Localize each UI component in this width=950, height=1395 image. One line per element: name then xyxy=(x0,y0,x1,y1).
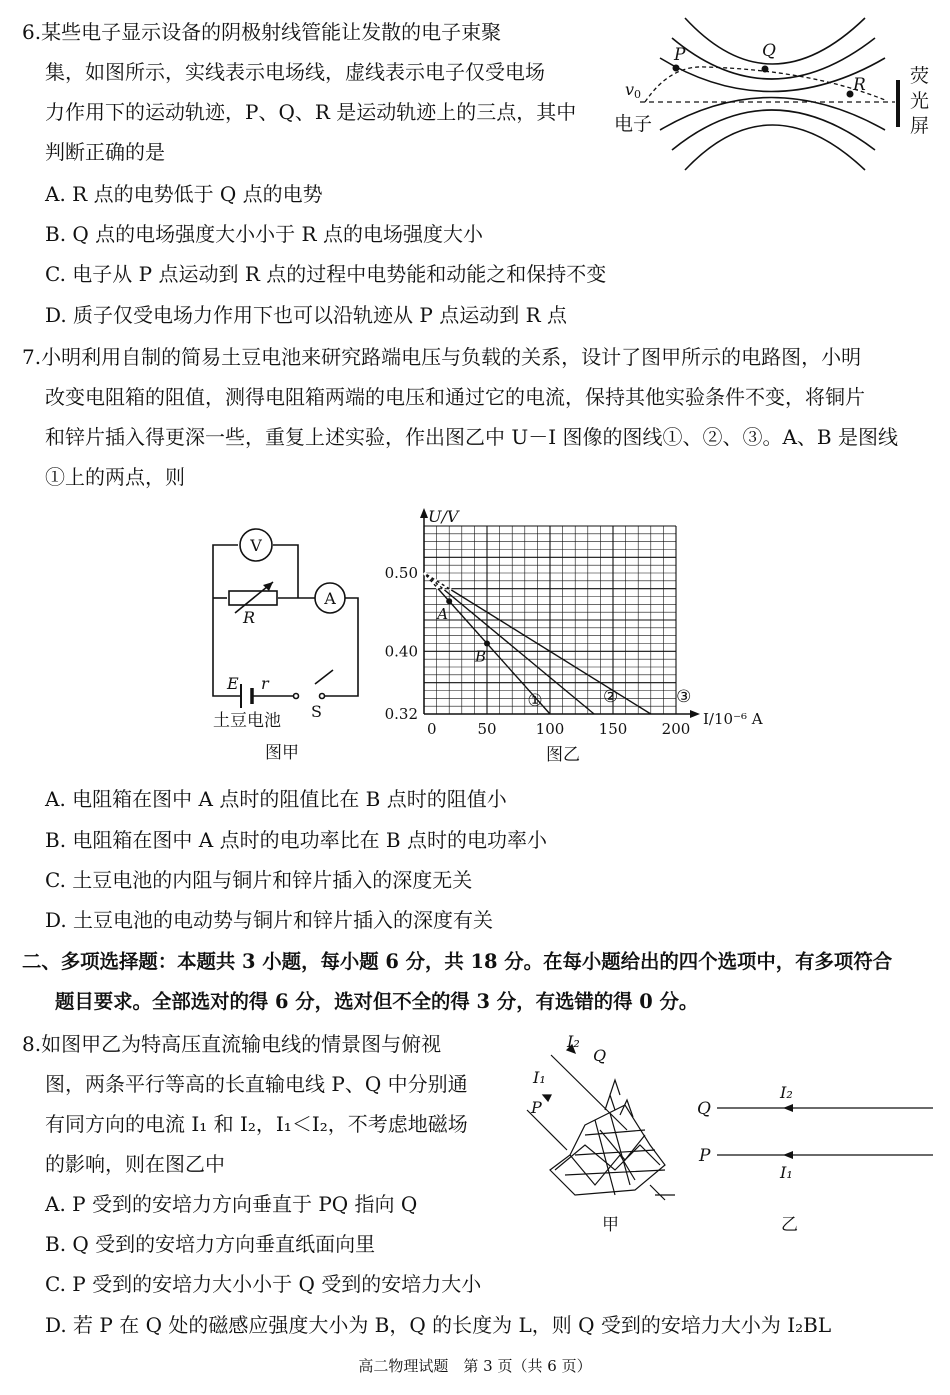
q7-stem-line-1: 7.小明利用自制的简易土豆电池来研究路端电压与负载的关系，设计了图甲所示的电路图，小明 xyxy=(22,345,862,369)
power-line-scene-figure xyxy=(515,1035,690,1235)
q6-stem-line-4: 判断正确的是 xyxy=(45,140,165,164)
x-tick-label: 200 xyxy=(661,720,691,738)
fig-yi-q: Q xyxy=(697,1099,711,1119)
q8-stem-line-1: 8.如图甲乙为特高压直流输电线的情景图与俯视 xyxy=(22,1032,442,1056)
q8-option-d: D. 若 P 在 Q 处的磁感应强度大小为 B，Q 的长度为 L，则 Q 受到的安培力大小为 I₂BL xyxy=(45,1313,832,1337)
label-p: P xyxy=(674,45,686,65)
fig-yi-p: P xyxy=(699,1146,711,1166)
ammeter-label: A xyxy=(324,589,336,608)
circuit-caption: 图甲 xyxy=(265,743,299,763)
emf-label: E xyxy=(227,674,239,693)
x-axis-label: I/10⁻⁶ A xyxy=(703,710,763,728)
fig-jia-p: P xyxy=(531,1098,542,1117)
label-v0: v0 xyxy=(625,80,642,101)
q7-stem-line-2: 改变电阻箱的阻值，测得电阻箱两端的电压和通过它的电流，保持其他实验条件不变，将铜片 xyxy=(45,385,865,409)
q8-stem-line-3: 有同方向的电流 I₁ 和 I₂，I₁＜I₂，不考虑地磁场 xyxy=(45,1112,468,1136)
graph-caption: 图乙 xyxy=(546,745,580,765)
u-i-graph xyxy=(378,506,778,768)
fig-jia-q: Q xyxy=(593,1046,607,1065)
y-tick-label: 0.40 xyxy=(384,642,418,661)
resistor-label: R xyxy=(243,608,256,627)
q7-option-b: B. 电阻箱在图中 A 点时的电功率比在 B 点时的电功率小 xyxy=(45,828,547,852)
point-q xyxy=(762,66,769,73)
label-q: Q xyxy=(762,41,776,61)
x-tick-label: 150 xyxy=(598,720,628,738)
q6-option-b: B. Q 点的电场强度大小小于 R 点的电场强度大小 xyxy=(45,222,483,246)
x-tick-label: 50 xyxy=(477,720,497,738)
voltmeter-label: V xyxy=(250,536,262,555)
fig-jia-caption: 甲 xyxy=(602,1215,619,1235)
section2-line-2: 题目要求。全部选对的得 6 分，选对但不全的得 3 分，有选错的得 0 分。 xyxy=(55,990,699,1013)
data-point-a xyxy=(446,598,452,604)
label-r: R xyxy=(853,75,866,95)
series-label: ① xyxy=(527,691,543,711)
series-label: ③ xyxy=(676,687,692,707)
internal-r-label: r xyxy=(261,674,269,693)
y-tick-label: 0.32 xyxy=(384,705,418,723)
q6-stem-line-1: 6.某些电子显示设备的阴极射线管能让发散的电子束聚 xyxy=(22,20,502,44)
label-screen-3: 屏 xyxy=(910,115,930,137)
q7-option-a: A. 电阻箱在图中 A 点时的阻值比在 B 点时的阻值小 xyxy=(45,787,507,811)
section2-line-1: 二、多项选择题：本题共 3 小题，每小题 6 分，共 18 分。在每小题给出的四个选项中，有多项符合 xyxy=(22,950,893,973)
series-label: ② xyxy=(603,687,619,707)
q8-option-b: B. Q 受到的安培力方向垂直纸面向里 xyxy=(45,1232,376,1256)
q8-stem-line-2: 图，两条平行等高的长直输电线 P、Q 中分别通 xyxy=(45,1072,468,1096)
point-p xyxy=(673,65,680,72)
q8-option-a: A. P 受到的安培力方向垂直于 PQ 指向 Q xyxy=(45,1192,418,1216)
fig-jia-i1: I₁ xyxy=(533,1068,546,1087)
label-screen-1: 荧 xyxy=(910,65,930,87)
q7-option-d: D. 土豆电池的电动势与铜片和锌片插入的深度有关 xyxy=(45,908,494,932)
fig-jia-i2: I₂ xyxy=(567,1035,580,1051)
q6-field-figure xyxy=(610,10,940,175)
y-axis-arrow xyxy=(420,508,428,518)
y-axis-label: U/V xyxy=(428,507,459,526)
fig-yi-i1: I₁ xyxy=(780,1163,793,1182)
q7-stem-line-4: ①上的两点，则 xyxy=(45,465,185,489)
q7-stem-line-3: 和锌片插入得更深一些，重复上述实验，作出图乙中 U－I 图像的图线①、②、③。A、B 是图线 xyxy=(45,425,898,449)
q8-option-c: C. P 受到的安培力大小小于 Q 受到的安培力大小 xyxy=(45,1272,482,1296)
fig-yi-i2: I₂ xyxy=(780,1083,793,1102)
q8-stem-line-4: 的影响，则在图乙中 xyxy=(45,1152,225,1176)
circuit-figure xyxy=(205,520,375,770)
q6-option-c: C. 电子从 P 点运动到 R 点的过程中电势能和动能之和保持不变 xyxy=(45,262,607,286)
switch-label: S xyxy=(311,702,322,721)
top-view-figure xyxy=(695,1080,940,1235)
x-tick-label: 0 xyxy=(427,720,437,738)
label-screen-2: 光 xyxy=(910,90,930,112)
q7-option-c: C. 土豆电池的内阻与铜片和锌片插入的深度无关 xyxy=(45,868,473,892)
x-axis-arrow xyxy=(690,710,700,718)
q6-option-d: D. 质子仅受电场力作用下也可以沿轨迹从 P 点运动到 R 点 xyxy=(45,303,567,327)
data-point-label: A xyxy=(437,605,449,624)
data-point-label: B xyxy=(475,647,487,666)
q6-option-a: A. R 点的电势低于 Q 点的电势 xyxy=(45,182,323,206)
page-footer: 高二物理试题 第 3 页（共 6 页） xyxy=(358,1357,592,1375)
q6-stem-line-3: 力作用下的运动轨迹，P、Q、R 是运动轨迹上的三点，其中 xyxy=(45,100,577,124)
x-tick-label: 100 xyxy=(535,720,565,738)
fig-yi-caption: 乙 xyxy=(781,1215,798,1235)
label-electron: 电子 xyxy=(614,113,653,135)
y-tick-label: 0.50 xyxy=(384,564,418,582)
battery-label: 土豆电池 xyxy=(213,711,281,731)
data-point-b xyxy=(484,641,490,647)
q6-stem-line-2: 集，如图所示，实线表示电场线，虚线表示电子仅受电场 xyxy=(45,60,545,84)
